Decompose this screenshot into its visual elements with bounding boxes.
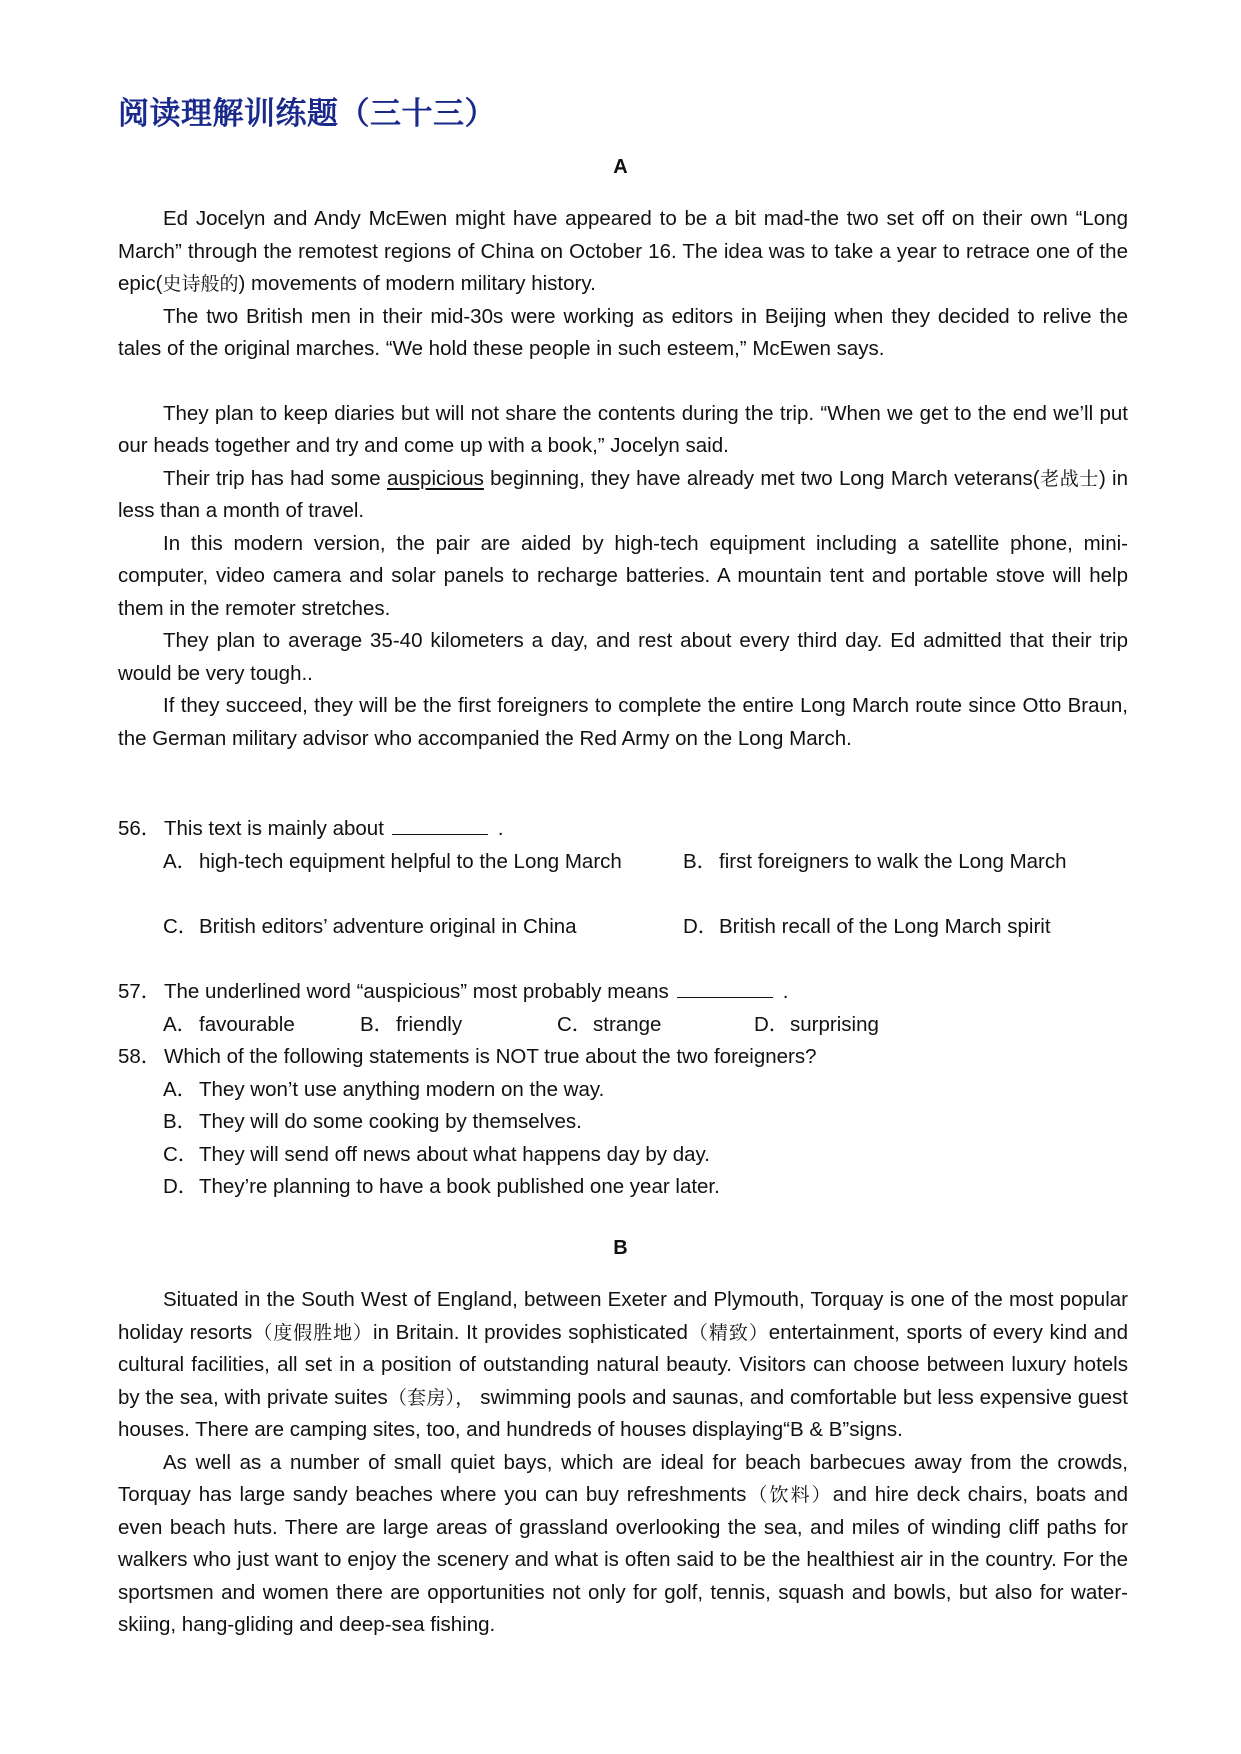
section-b-label: B [613,1237,628,1259]
question-56: 56． This text is mainly about . [118,817,504,840]
q57-option-c: C．strange [557,1013,662,1036]
passage-a-paragraph-4: Their trip has had some auspicious beginning, they have already met two Long March veterans(老战士) in less than a month of travel. [118,466,1129,522]
passage-a-paragraph-2: The two British men in their mid-30s were working as editors in Beijing when they decided to relive the tales of the original marches. “We hold these people in such esteem,” McEwen says. [118,304,1128,360]
passage-a [118,203,1128,755]
passage-a-paragraph-3: They plan to keep diaries but will not share the contents during the trip. “When we get to the end we’ll put our heads together and try and come up with a book,” Jocelyn said. [118,401,1128,457]
passage-a-paragraph-6: They plan to average 35-40 kilometers a day, and rest about every third day. Ed admitted that their trip would be very tough.. [118,629,1128,685]
q56-option-b: B．first foreigners to walk the Long March [683,850,1067,873]
q58-option-a: A．They won’t use anything modern on the way. [163,1078,605,1101]
passage-a-paragraph-5: In this modern version, the pair are aided by high-tech equipment including a satellite phone, mini-computer, video camera and solar panels to recharge batteries. A mountain tent and portable stove will help them in the remoter stretches. [118,531,1128,620]
passage-b-paragraph-1: Situated in the South West of England, between Exeter and Plymouth, Torquay is one of the most popular holiday resorts（度假胜地）in Britain. It provides sophisticated（精致）entertainment, sports of every kind and cultural facilities, all set in a position of outstanding natural beauty. Visitors can choose between luxury hotels by the sea, with private suites（套房）， swimming pools and saunas, and comfortable but less expensive guest houses. There are camping sites, too, and hundreds of houses displaying“B & B”signs. [118,1288,1128,1441]
q57-option-d: D．surprising [754,1013,879,1036]
passage-b-paragraph-2: As well as a number of small quiet bays, which are ideal for beach barbecues away from the crowds, Torquay has large sandy beaches where you can buy refreshments（饮料）and hire deck chairs, boats and even beach huts. There are large areas of grassland overlooking the sea, and miles of winding cliff paths for walkers who just want to enjoy the scenery and what is often said to be the healthiest air in the country. For the sportsmen and women there are opportunities not only for golf, tennis, squash and bowls, but also for water-skiing, hang-gliding and deep-sea fishing. [118,1450,1128,1636]
section-a-label: A [613,156,628,178]
q56-option-a: A．high-tech equipment helpful to the Long March [163,850,622,873]
question-57: 57． The underlined word “auspicious” most probably means . [118,980,789,1003]
q56-option-d: D．British recall of the Long March spirit [683,915,1051,938]
page-title: 阅读理解训练题（三十三） [118,96,496,132]
question-58: 58． Which of the following statements is NOT true about the two foreigners? [118,1045,817,1068]
passage-a-paragraph-7: If they succeed, they will be the first foreigners to complete the entire Long March route since Otto Braun, the German military advisor who accompanied the Red Army on the Long March. [118,694,1128,750]
q58-option-d: D．They’re planning to have a book published one year later. [163,1175,720,1198]
answer-blank [677,979,773,998]
q56-option-c: C．British editors’ adventure original in China [163,915,577,938]
q58-option-c: C．They will send off news about what happens day by day. [163,1143,710,1166]
q58-option-b: B．They will do some cooking by themselves. [163,1110,582,1133]
answer-blank [392,816,488,835]
passage-a-paragraph-1: Ed Jocelyn and Andy McEwen might have appeared to be a bit mad-the two set off on their own “Long March” through the remotest regions of China on October 16. The idea was to take a year to retrace one of the epic(史诗般的) movements of modern military history. [118,207,1128,295]
q57-option-b: B．friendly [360,1013,463,1036]
underlined-word: auspicious [387,466,484,490]
q57-option-a: A．favourable [163,1013,295,1036]
passage-b [118,1284,1128,1642]
